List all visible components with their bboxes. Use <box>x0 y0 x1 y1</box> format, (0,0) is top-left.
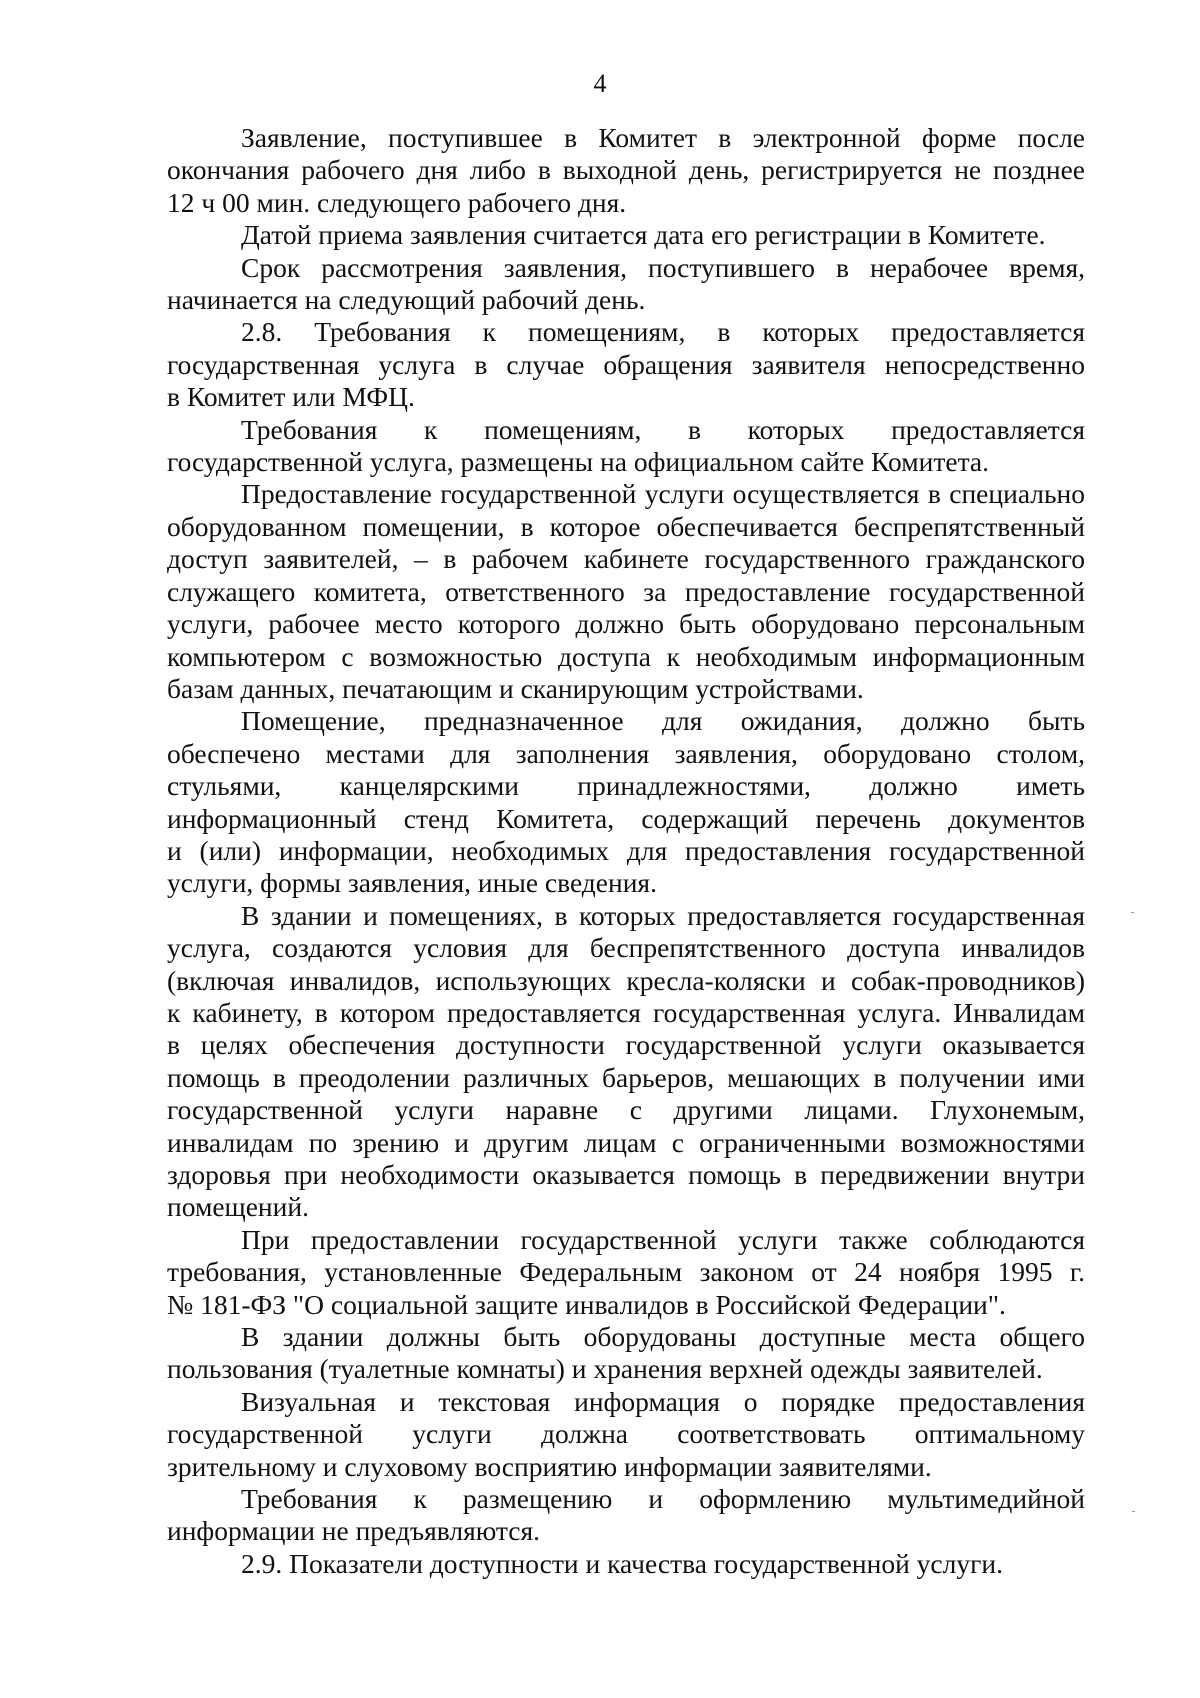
paragraph-electronic-application <box>167 122 1085 219</box>
text-line: Требования к помещениям, в которых предоставляется <box>241 413 1085 445</box>
paragraph-service-premises <box>167 478 1085 705</box>
text-line: Требования к размещению и оформлению мультимедийной <box>241 1483 1085 1515</box>
text-line: обеспечено местами для заполнения заявления, оборудовано столом, <box>167 737 1085 769</box>
text-line: помощь в преодолении различных барьеров, мешающих в получении ими <box>167 1061 1085 1093</box>
text-line: зрительному и слуховому восприятию информации заявителями. <box>167 1450 932 1482</box>
text-line: компьютером с возможностью доступа к необходимым информационным <box>167 640 1085 672</box>
text-line: Визуальная и текстовая информация о порядке предоставления <box>241 1385 1085 1417</box>
paragraph-visual-information <box>167 1386 1085 1483</box>
text-line: стульями, канцелярскими принадлежностями, должно иметь <box>167 770 1085 802</box>
paragraph-review-period <box>167 252 1085 317</box>
scan-speck <box>1131 912 1134 913</box>
text-line: государственной услуга, размещены на официальном сайте Комитета. <box>167 446 990 478</box>
text-line: 2.8. Требования к помещениям, в которых предоставляется <box>241 316 1085 348</box>
text-line: 12 ч 00 мин. следующего рабочего дня. <box>167 186 627 218</box>
text-line: помещений. <box>167 1191 309 1223</box>
text-line: Срок рассмотрения заявления, поступившего в нерабочее время, <box>241 251 1085 283</box>
document-body <box>167 122 1085 1580</box>
text-line: в Комитет или МФЦ. <box>167 381 415 413</box>
text-line: услуга, создаются условия для беспрепятственного доступа инвалидов <box>167 932 1085 964</box>
text-line: При предоставлении государственной услуги также соблюдаются <box>241 1223 1085 1255</box>
text-line: Датой приема заявления считается дата его регистрации в Комитете. <box>241 219 1046 251</box>
text-line: Помещение, предназначенное для ожидания, должно быть <box>241 705 1085 737</box>
paragraph-waiting-room <box>167 705 1085 899</box>
text-line: здоровья при необходимости оказывается помощь в передвижении внутри <box>167 1159 1085 1190</box>
text-line: государственной услуги наравне с другими лицами. Глухонемым, <box>167 1094 1085 1126</box>
paragraph-federal-law <box>167 1224 1085 1321</box>
text-line: в целях обеспечения доступности государственной услуги оказывается <box>167 1029 1085 1061</box>
text-line: (включая инвалидов, использующих кресла-коляски и собак-проводников) <box>167 964 1085 996</box>
text-line: и (или) информации, необходимых для предоставления государственной <box>167 834 1085 866</box>
paragraph-section-2-8 <box>167 316 1085 413</box>
paragraph-acceptance-date <box>167 219 1085 251</box>
paragraph-multimedia <box>167 1483 1085 1548</box>
text-line: Предоставление государственной услуги осуществляется в специально <box>241 478 1085 510</box>
text-line: В здании и помещениях, в которых предоставляется государственная <box>241 899 1085 931</box>
text-line: 2.9. Показатели доступности и качества государственной услуги. <box>241 1547 1003 1579</box>
paragraph-section-2-9 <box>167 1548 1085 1580</box>
text-line: окончания рабочего дня либо в выходной день, регистрируется не позднее <box>167 154 1085 186</box>
text-line: к кабинету, в котором предоставляется государственная услуга. Инвалидам <box>167 996 1085 1028</box>
scan-speck <box>1132 1511 1135 1512</box>
text-line: пользования (туалетные комнаты) и хранения верхней одежды заявителей. <box>167 1353 1043 1385</box>
text-line: Заявление, поступившее в Комитет в электронной форме после <box>241 122 1085 153</box>
text-line: В здании должны быть оборудованы доступные места общего <box>241 1321 1085 1353</box>
text-line: инвалидам по зрению и другим лицам с ограниченными возможностями <box>167 1126 1085 1158</box>
text-line: информационный стенд Комитета, содержащий перечень документов <box>167 802 1085 834</box>
text-line: служащего комитета, ответственного за предоставление государственной <box>167 575 1085 607</box>
text-line: услуги, формы заявления, иные сведения. <box>167 867 657 899</box>
text-line: начинается на следующий рабочий день. <box>167 284 646 316</box>
text-line: государственной услуги должна соответствовать оптимальному <box>167 1418 1085 1450</box>
text-line: государственная услуга в случае обращения заявителя непосредственно <box>167 348 1085 380</box>
text-line: услуги, рабочее место которого должно быть оборудовано персональным <box>167 608 1085 640</box>
text-line: информации не предъявляются. <box>167 1515 541 1547</box>
text-line: оборудованном помещении, в которое обеспечивается беспрепятственный <box>167 510 1085 542</box>
page-number: 4 <box>593 69 607 98</box>
paragraph-requirements-site <box>167 414 1085 479</box>
text-line: базам данных, печатающим и сканирующим устройствами. <box>167 672 864 704</box>
paragraph-accessibility <box>167 900 1085 1224</box>
paragraph-common-areas <box>167 1321 1085 1386</box>
text-line: № 181-ФЗ "О социальной защите инвалидов в Российской Федерации". <box>167 1288 1006 1320</box>
text-line: доступ заявителей, – в рабочем кабинете государственного гражданского <box>167 543 1085 575</box>
text-line: требования, установленные Федеральным законом от 24 ноября 1995 г. <box>167 1256 1085 1288</box>
